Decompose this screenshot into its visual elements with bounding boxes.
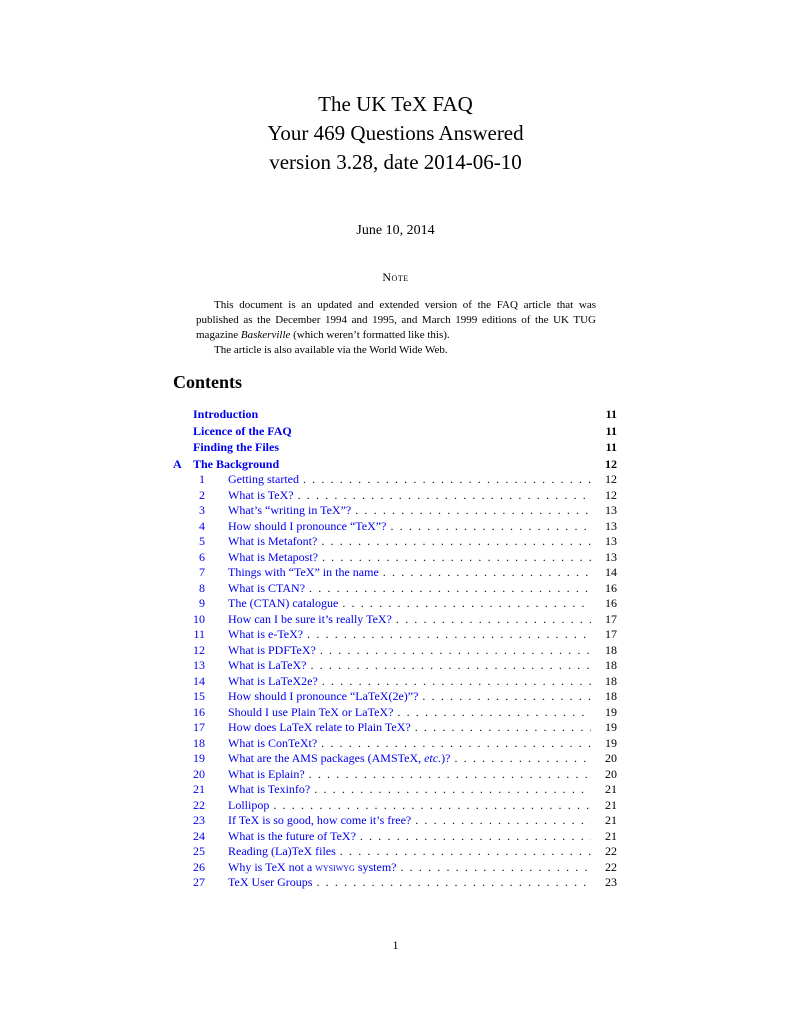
- toc-question-row[interactable]: [173, 736, 617, 752]
- toc-question-italic[interactable]: etc.: [424, 751, 442, 766]
- toc-page-number: 19: [605, 735, 617, 750]
- toc-page-number: 12: [605, 456, 617, 471]
- toc-question-number[interactable]: 14: [193, 673, 205, 688]
- toc-question-link[interactable]: How can I be sure it’s really TeX?: [228, 611, 392, 626]
- toc-dot-leader: [396, 860, 591, 876]
- toc-question-text[interactable]: Why is TeX not a: [228, 859, 316, 874]
- toc-page-number: 17: [605, 627, 617, 642]
- toc-question-link[interactable]: TeX User Groups: [228, 875, 313, 890]
- toc-page-number: 13: [605, 518, 617, 533]
- version-line: version 3.28, date 2014-06-10: [269, 150, 522, 174]
- toc-question-row[interactable]: [173, 813, 617, 829]
- toc-question-link[interactable]: What is Eplain?: [228, 766, 305, 781]
- toc-question-number[interactable]: 24: [193, 828, 205, 843]
- toc-section-letter[interactable]: A: [173, 456, 182, 471]
- toc-page-number: 11: [605, 440, 617, 455]
- toc-page-number: 12: [605, 472, 617, 487]
- toc-dot-leader: [305, 767, 591, 783]
- toc-question-number[interactable]: 1: [199, 472, 205, 487]
- toc-page-number: 19: [605, 704, 617, 719]
- toc-page-number: 13: [605, 534, 617, 549]
- toc-page-number: 19: [605, 720, 617, 735]
- toc-section-row[interactable]: [173, 439, 617, 456]
- toc-dot-leader: [379, 565, 591, 581]
- toc-question-row[interactable]: [173, 798, 617, 814]
- toc-dot-leader: [386, 519, 591, 535]
- toc-dot-leader: [450, 751, 591, 767]
- toc-question-row[interactable]: [173, 643, 617, 659]
- toc-question-number[interactable]: 27: [193, 875, 205, 890]
- magazine-name: Baskerville: [240, 329, 291, 341]
- toc-question-link[interactable]: What is LaTeX2e?: [228, 673, 318, 688]
- toc-question-row[interactable]: [173, 875, 617, 891]
- toc-page-number: 18: [605, 658, 617, 673]
- toc-question-link[interactable]: The (CTAN) catalogue: [228, 596, 339, 611]
- toc-page-number: 13: [605, 503, 617, 518]
- toc-question-link[interactable]: What’s “writing in TeX”?: [228, 503, 352, 518]
- note-text: This document is an updated and extended version of the FAQ article that was published as the December 1994 and 1995, and March 1999 editions of the UK TUG magazine: [196, 299, 596, 341]
- toc-section-link[interactable]: Finding the Files: [193, 440, 280, 455]
- toc-question-row[interactable]: [173, 534, 617, 550]
- toc-question-number[interactable]: 22: [193, 797, 205, 812]
- toc-question-row[interactable]: [173, 627, 617, 643]
- toc-section-row[interactable]: [173, 406, 617, 423]
- toc-question-row[interactable]: [173, 612, 617, 628]
- toc-question-link[interactable]: If TeX is so good, how come it’s free?: [228, 813, 412, 828]
- document-title: [0, 90, 791, 177]
- toc-question-number[interactable]: 12: [193, 642, 205, 657]
- toc-question-link[interactable]: Getting started: [228, 472, 299, 487]
- toc-dot-leader: [338, 596, 591, 612]
- toc-dot-leader: [318, 674, 591, 690]
- toc-question-link[interactable]: What is e-TeX?: [228, 627, 304, 642]
- toc-dot-leader: [418, 689, 591, 705]
- toc-question-link[interactable]: Should I use Plain TeX or LaTeX?: [228, 704, 394, 719]
- document-date: June 10, 2014: [356, 223, 435, 238]
- toc-section-link[interactable]: Introduction: [193, 407, 259, 421]
- toc-page-number: 20: [605, 766, 617, 781]
- toc-question-row[interactable]: [173, 596, 617, 612]
- toc-question-row[interactable]: [173, 550, 617, 566]
- toc-question-link[interactable]: [228, 751, 450, 767]
- toc-question-number[interactable]: 10: [193, 611, 205, 626]
- toc-question-row[interactable]: [173, 472, 617, 488]
- toc-section-link[interactable]: The Background: [193, 456, 280, 471]
- toc-question-row[interactable]: [173, 689, 617, 705]
- toc-question-row[interactable]: [173, 782, 617, 798]
- toc-question-smallcaps[interactable]: wysiwyg: [315, 859, 355, 874]
- toc-question-link[interactable]: How does LaTeX relate to Plain TeX?: [228, 720, 411, 735]
- toc-question-number[interactable]: 15: [193, 689, 205, 704]
- toc-page-number: 12: [605, 487, 617, 502]
- contents-heading: Contents: [173, 372, 243, 392]
- toc-question-row[interactable]: [173, 705, 617, 721]
- toc-dot-leader: [356, 829, 591, 845]
- toc-page-number: 14: [605, 565, 617, 580]
- toc-dot-leader: [299, 472, 591, 488]
- note-paragraph-1: [196, 298, 596, 343]
- toc-section-row[interactable]: [173, 456, 617, 473]
- toc-dot-leader: [393, 705, 591, 721]
- toc-page-number: 16: [605, 596, 617, 611]
- toc-question-link[interactable]: Lollipop: [228, 797, 270, 812]
- toc-page-number: 22: [605, 859, 617, 874]
- note-heading: Note: [382, 270, 409, 284]
- note-text: (which weren’t formatted like this).: [290, 329, 450, 341]
- toc-page-number: 20: [605, 751, 617, 766]
- toc-question-number[interactable]: 3: [199, 503, 205, 518]
- toc-page-number: 21: [605, 797, 617, 812]
- toc-question-row[interactable]: [173, 844, 617, 860]
- toc-question-link[interactable]: What is Texinfo?: [228, 782, 311, 797]
- toc-question-number[interactable]: 21: [193, 782, 205, 797]
- toc-question-number[interactable]: 16: [193, 704, 205, 719]
- toc-question-number[interactable]: 6: [199, 549, 205, 564]
- toc-dot-leader: [305, 581, 591, 597]
- toc-page-number: 16: [605, 580, 617, 595]
- toc-dot-leader: [312, 875, 591, 891]
- toc-question-row[interactable]: [173, 860, 617, 876]
- toc-page-number: 21: [605, 782, 617, 797]
- toc-page-number: 11: [605, 407, 617, 421]
- toc-question-text[interactable]: What are the AMS packages (AMSTeX,: [228, 751, 425, 766]
- toc-question-link[interactable]: What is CTAN?: [228, 580, 306, 595]
- toc-question-number[interactable]: 20: [193, 766, 205, 781]
- toc-question-number[interactable]: 11: [193, 627, 205, 642]
- toc-question-link[interactable]: Things with “TeX” in the name: [228, 565, 379, 580]
- toc-question-number[interactable]: 25: [193, 844, 205, 859]
- toc-page-number: 23: [605, 875, 617, 890]
- toc-question-number[interactable]: 7: [199, 565, 205, 580]
- toc-question-link[interactable]: How should I pronounce “LaTeX(2e)”?: [228, 689, 419, 704]
- toc-question-row[interactable]: [173, 751, 617, 767]
- toc-question-number[interactable]: 19: [193, 751, 205, 766]
- toc-page-number: 21: [605, 813, 617, 828]
- toc-dot-leader: [269, 798, 591, 814]
- toc-question-text[interactable]: )?: [441, 751, 451, 766]
- toc-page-number: 18: [605, 673, 617, 688]
- toc-question-row[interactable]: [173, 674, 617, 690]
- toc-question-link[interactable]: What is TeX?: [228, 487, 294, 502]
- toc-dot-leader: [351, 503, 591, 519]
- toc-dot-leader: [392, 612, 591, 628]
- toc-question-number[interactable]: 18: [193, 735, 205, 750]
- toc-question-link[interactable]: What is ConTeXt?: [228, 735, 318, 750]
- toc-page-number: 11: [605, 423, 617, 438]
- toc-question-link[interactable]: What is Metapost?: [228, 549, 318, 564]
- toc-question-row[interactable]: [173, 581, 617, 597]
- title-line: The UK TeX FAQ: [318, 92, 473, 116]
- toc-dot-leader: [318, 550, 591, 566]
- toc-question-link[interactable]: How should I pronounce “TeX”?: [228, 518, 387, 533]
- toc-question-number[interactable]: 23: [193, 813, 205, 828]
- toc-question-link[interactable]: Reading (La)TeX files: [228, 844, 336, 859]
- toc-page-number: 18: [605, 642, 617, 657]
- toc-question-link[interactable]: What is LaTeX?: [228, 658, 307, 673]
- toc-question-row[interactable]: [173, 503, 617, 519]
- toc-question-row[interactable]: [173, 829, 617, 845]
- toc-question-number[interactable]: 26: [193, 859, 205, 874]
- toc-question-number[interactable]: 13: [193, 658, 205, 673]
- toc-question-number[interactable]: 9: [199, 596, 205, 611]
- toc-question-row[interactable]: [173, 720, 617, 736]
- toc-question-link[interactable]: What is PDFTeX?: [228, 642, 316, 657]
- toc-dot-leader: [310, 782, 591, 798]
- toc-dot-leader: [303, 627, 591, 643]
- toc-section-row[interactable]: [173, 423, 617, 440]
- toc-dot-leader: [317, 534, 591, 550]
- toc-question-row[interactable]: [173, 658, 617, 674]
- page-number: 1: [392, 938, 399, 952]
- toc-question-row[interactable]: [173, 488, 617, 504]
- toc-dot-leader: [306, 658, 591, 674]
- toc-question-number[interactable]: 2: [199, 487, 205, 502]
- toc-question-number[interactable]: 8: [199, 580, 205, 595]
- toc-dot-leader: [411, 813, 591, 829]
- toc-dot-leader: [317, 736, 591, 752]
- note-paragraph-2: The article is also available via the World Wide Web.: [214, 344, 448, 356]
- toc-question-number[interactable]: 5: [199, 534, 205, 549]
- toc-page-number: 17: [605, 611, 617, 626]
- toc-question-number[interactable]: 17: [193, 720, 205, 735]
- toc-question-text[interactable]: system?: [354, 859, 397, 874]
- note-body: [196, 298, 596, 358]
- toc-question-link[interactable]: [228, 860, 396, 876]
- toc-page-number: 18: [605, 689, 617, 704]
- subtitle-line: Your 469 Questions Answered: [267, 121, 524, 145]
- toc-question-row[interactable]: [173, 767, 617, 783]
- toc-question-link[interactable]: What is the future of TeX?: [228, 828, 356, 843]
- toc-dot-leader: [411, 720, 591, 736]
- toc-dot-leader: [336, 844, 591, 860]
- toc-question-number[interactable]: 4: [199, 518, 205, 533]
- toc-question-link[interactable]: What is Metafont?: [228, 534, 318, 549]
- toc-page-number: 22: [605, 844, 617, 859]
- toc-dot-leader: [316, 643, 591, 659]
- toc-page-number: 13: [605, 549, 617, 564]
- toc-question-row[interactable]: [173, 565, 617, 581]
- table-of-contents: [173, 406, 617, 891]
- toc-question-row[interactable]: [173, 519, 617, 535]
- toc-dot-leader: [294, 488, 591, 504]
- toc-section-link[interactable]: Licence of the FAQ: [193, 423, 292, 438]
- toc-page-number: 21: [605, 828, 617, 843]
